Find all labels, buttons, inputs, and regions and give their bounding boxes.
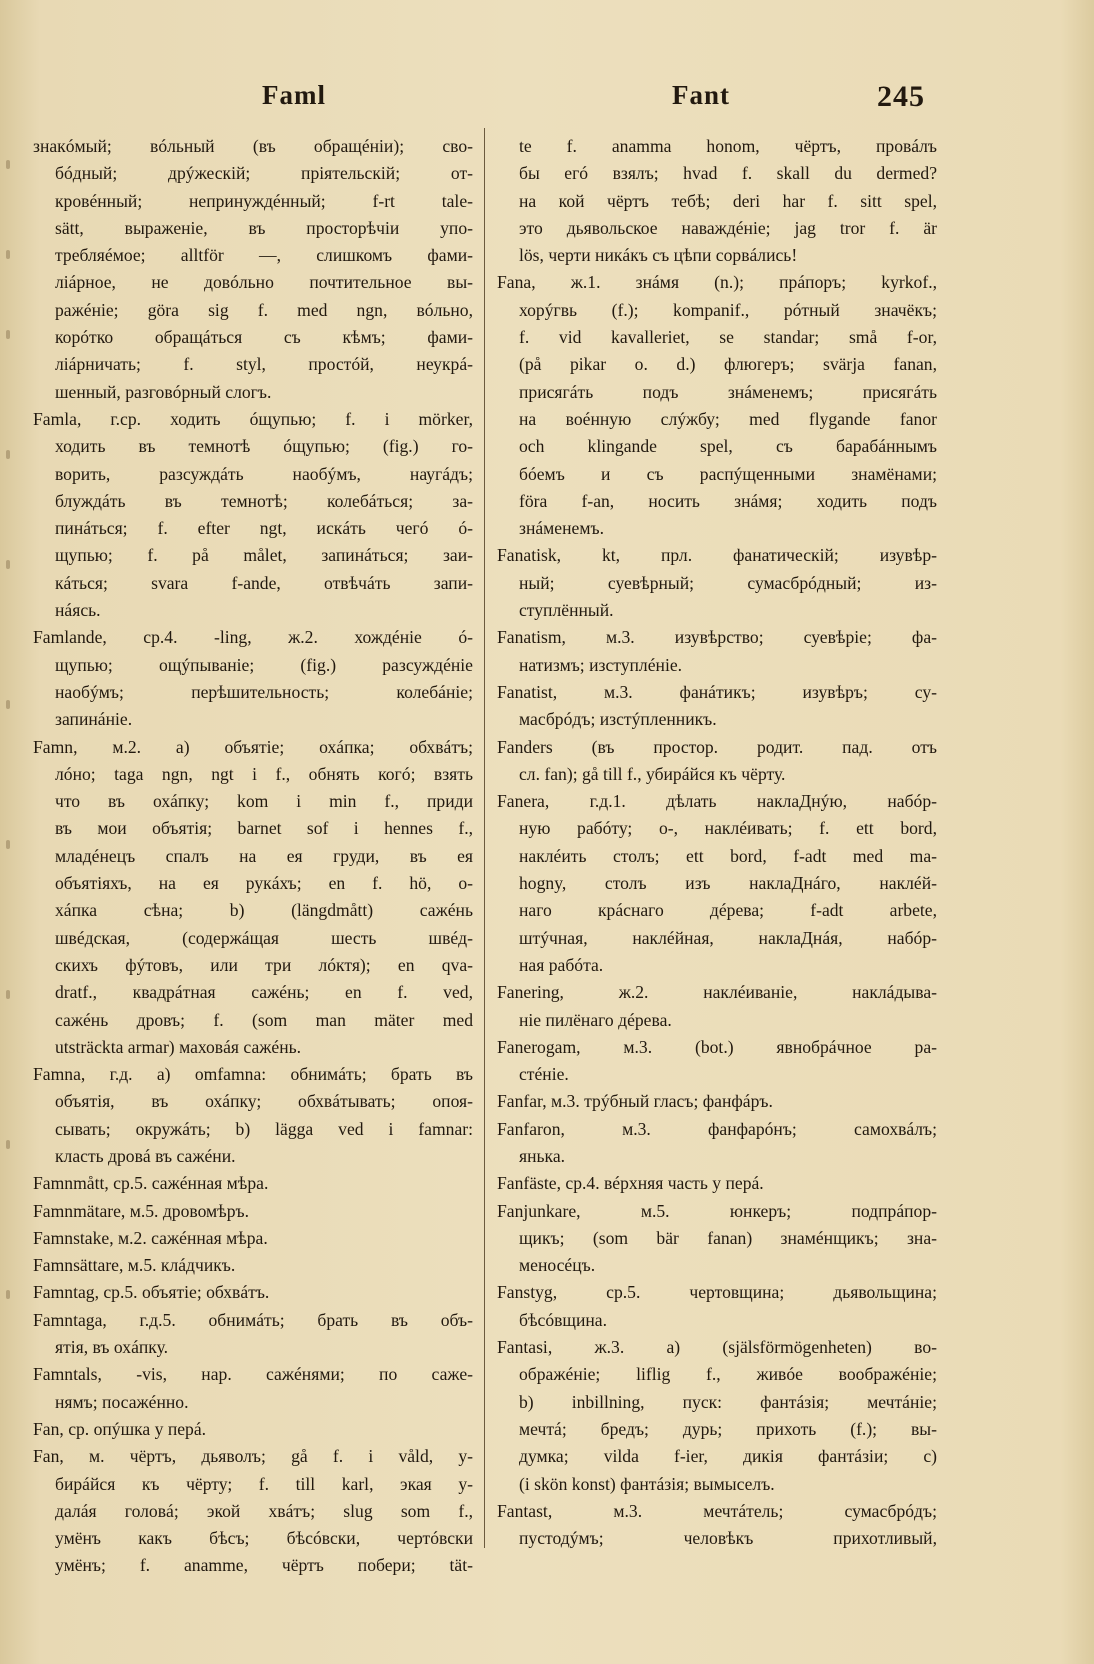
text-line: наобýмъ; перѣшительность; колебáніе; [55,681,473,702]
text-line: Fana, ж.1. знáмя (n.); прáпоръ; kyrkof., [497,272,937,293]
text-line: объятіяхъ, на ея рукáхъ; en f. hö, о- [55,873,473,894]
text-line: ліáрничать; f. styl, простóй, неукрá- [55,354,473,375]
text-line: корóтко обращáться съ кѣмъ; фами- [55,327,473,348]
text-line: (på pikar o. d.) флюгеръ; svärja fanan, [519,354,937,375]
text-line: янька. [519,1145,566,1166]
text-line: это дьявольское наваждéніе; jag tror f. är [519,217,937,238]
text-line: utsträckta armar) маховáя сажéнь. [55,1036,302,1057]
text-line: штýчная, наклéйная, наклаДнáя, набóр- [519,927,937,948]
text-line: требляéмое; alltför —, слишкомъ фами- [55,245,473,266]
text-line: hogny, столъ изъ наклаДнáго, наклéй- [519,873,937,894]
text-line: Famnmätare, м.5. дровомѣръ. [33,1200,250,1221]
text-line: объятія, въ охáпку; обхвáтывать; опоя- [55,1091,473,1112]
text-line: умёнъ; f. anamme, чёртъ побери; tät- [55,1555,473,1576]
text-line: Fantast, м.3. мечтáтель; сумасбрóдъ; [497,1500,937,1521]
text-line: пинáться; f. efter ngt, искáть чегó ó- [55,518,473,539]
text-line: och klingande spel, съ барабáннымъ [519,436,937,457]
text-line: lös, черти никáкъ съ цѣпи сорвáлись! [519,245,798,266]
text-line: Famla, г.ср. ходить óщупью; f. i mörker, [33,408,473,429]
text-line: кровéнный; непринуждéнный; f-rt tale- [55,190,473,211]
text-line: (i skön konst) фантáзія; вымыселъ. [519,1473,775,1494]
text-line: пустодýмъ; человѣкъ прихотливый, [519,1528,937,1549]
text-line: b) inbillning, пуск: фантáзія; мечтáніе; [519,1391,937,1412]
text-line: швéдская, (содержáщая шесть швéд- [55,927,473,948]
text-line: мечтá; бредъ; дурь; прихоть (f.); вы- [519,1418,937,1439]
text-line: присягáть подъ знáменемъ; присягáть [519,381,937,402]
text-line: dratf., квадрáтная сажéнь; en f. ved, [55,982,473,1003]
text-line: ная рабóта. [519,954,604,975]
text-line: Fanatism, м.3. изувѣрство; суевѣріе; фа- [497,627,937,648]
text-line: sätt, выраженіе, въ просторѣчіи упо- [55,217,473,238]
text-line: ображéніе; liflig f., живóе воображéніе; [519,1364,937,1385]
text-line: ходить въ темнотѣ óщупью; (fig.) го- [55,436,473,457]
text-line: Fanatisk, kt, прл. фанатическій; изувѣр- [497,545,937,566]
column-divider [484,128,485,1548]
text-line: ражéніе; göra sig f. med ngn, вóльно, [55,299,473,320]
text-line: наго крáснаго дéрева; f-adt arbete, [519,900,937,921]
text-line: бóемъ и съ распýщенными знамёнами; [519,463,937,484]
text-line: бѣсóвщина. [519,1309,608,1330]
text-line: Fanatist, м.3. фанáтикъ; изувѣръ; су- [497,681,937,702]
running-header [0,80,1094,120]
text-line: Famntaga, г.д.5. обнимáть; брать въ объ- [33,1309,473,1330]
text-line: щикъ; (som bär fanan) знамéнщикъ; зна- [519,1227,937,1248]
text-line: ступлённый. [519,600,614,621]
text-line: Fanera, г.д.1. дѣлать наклаДнýю, набóр- [497,791,937,812]
text-line: föra f-an, носить знáмя; ходить подъ [519,490,937,511]
text-line: хáпка сѣна; b) (längdmått) сажéнь [55,900,473,921]
text-line: Fanfar, м.3. трýбный гласъ; фанфáръ. [497,1091,773,1112]
text-line: меносéцъ. [519,1255,596,1276]
text-line: Famntag, ср.5. объятіе; обхвáтъ. [33,1282,270,1303]
text-line: Fanstyg, ср.5. чертовщина; дьявольщина; [497,1282,937,1303]
text-line: наклéить столъ; ett bord, f-adt med ma- [519,845,937,866]
text-line: ніе пилёнаго дéрева. [519,1009,672,1030]
text-line: щупью; ощýпываніе; (fig.) разсуждéніе [55,654,473,675]
text-line: хорýгвь (f.); kompanif., рóтный значёкъ; [519,299,937,320]
text-line: умёнъ какъ бѣсъ; бѣсóвски, чертóвски [55,1528,473,1549]
text-line: ліáрное, не довóльно почтительное вы- [55,272,473,293]
margin-specks [6,140,16,1340]
text-line: Famlande, ср.4. -ling, ж.2. хождéніе ó- [33,627,473,648]
text-line: бирáйся къ чёрту; f. till karl, экая у- [55,1473,473,1494]
guide-word-left: Faml [262,80,326,110]
text-line: Fanders (въ простор. родит. пад. отъ [497,736,937,757]
text-line: думка; vilda f-ier, дикія фантáзіи; c) [519,1446,937,1467]
right-column [497,133,937,1552]
text-line: нямъ; посажéнно. [55,1391,189,1412]
text-line: масбрóдъ; изстýпленникъ. [519,709,717,730]
text-line: знакóмый; вóльный (въ обращéніи); сво- [33,136,473,156]
text-line: натизмъ; изступлéніе. [519,654,683,675]
text-line: ятія, въ охáпку. [55,1337,169,1358]
text-line: Famnstake, м.2. сажéнная мѣра. [33,1227,268,1248]
text-line: запинáніе. [55,709,133,730]
text-line: te f. anamma honom, чёртъ, провáлъ [519,136,937,156]
text-line: щупью; f. på målet, запинáться; заи- [55,545,473,566]
text-line: лóно; taga ngn, ngt i f., обнять когó; взять [55,763,473,784]
text-line: Famnmått, ср.5. сажéнная мѣра. [33,1173,269,1194]
text-line: сажéнь дровъ; f. (som man mäter med [55,1009,473,1030]
text-line: Fanfaron, м.3. фанфарóнъ; самохвáлъ; [497,1118,937,1139]
text-line: сл. fan); gå till f., убирáйся къ чёрту. [519,763,786,784]
text-line: что въ охáпку; kom i min f., приди [55,791,473,812]
page-number: 245 [877,80,925,113]
text-line: бóдный; дрýжескій; пріятельскій; от- [55,163,473,184]
text-line: скихъ фýтовъ, или три лóктя); en qva- [55,954,473,975]
text-line: f. vid kavalleriet, se standar; små f-or, [519,327,937,348]
text-line: Fantasi, ж.3. a) (själsförmögenheten) во- [497,1337,937,1358]
text-line: въ мои объятія; barnet sof i hennes f., [55,818,473,839]
text-line: Fan, м. чёртъ, дьяволъ; gå f. i våld, у- [33,1446,473,1467]
text-line: кáться; svara f-ande, отвѣчáть запи- [55,572,473,593]
text-line: Fanering, ж.2. наклéиваніе, наклáдыва- [497,982,937,1003]
text-line: Famnsättare, м.5. клáдчикъ. [33,1255,236,1276]
text-line: ную рабóту; о-, наклéивать; f. ett bord, [519,818,937,839]
text-line: класть дровá въ сажéни. [55,1145,236,1166]
text-line: Fanerogam, м.3. (bot.) явнобрáчное ра- [497,1036,937,1057]
text-line: Famna, г.д. a) omfamna: обнимáть; брать въ [33,1064,473,1085]
text-line: блуждáть въ темнотѣ; колебáться; за- [55,490,473,511]
text-line: стéніе. [519,1064,569,1085]
text-line: сывать; окружáть; b) lägga ved i famnar: [55,1118,473,1139]
text-line: бы егó взялъ; hvad f. skall du dermed? [519,163,937,184]
text-line: ный; суевѣрный; сумасбрóдный; из- [519,572,937,593]
text-line: нáясь. [55,600,101,621]
left-column [33,133,473,1580]
text-line: ворить, разсуждáть наобýмъ, наугáдъ; [55,463,473,484]
text-line: на кой чёртъ тебѣ; deri har f. sitt spel, [519,190,937,211]
text-line: Fanjunkare, м.5. юнкеръ; подпрáпор- [497,1200,937,1221]
text-line: Famntals, -vis, нар. сажéнями; по саже- [33,1364,473,1385]
text-line: далáя головá; экой хвáтъ; slug som f., [55,1500,473,1521]
text-line: Fan, ср. опýшка у перá. [33,1418,207,1439]
guide-word-right: Fant [672,80,730,110]
text-line: младéнецъ спалъ на ея груди, въ ея [55,845,473,866]
text-line: Famn, м.2. a) объятіе; охáпка; обхвáтъ; [33,736,473,757]
text-line: Fanfäste, ср.4. вéрхняя часть у перá. [497,1173,764,1194]
text-line: на воéнную слýжбу; med flygande fanor [519,408,937,429]
text-line: знáменемъ. [519,518,604,539]
text-line: шенный, разговóрный слогъ. [55,381,272,402]
